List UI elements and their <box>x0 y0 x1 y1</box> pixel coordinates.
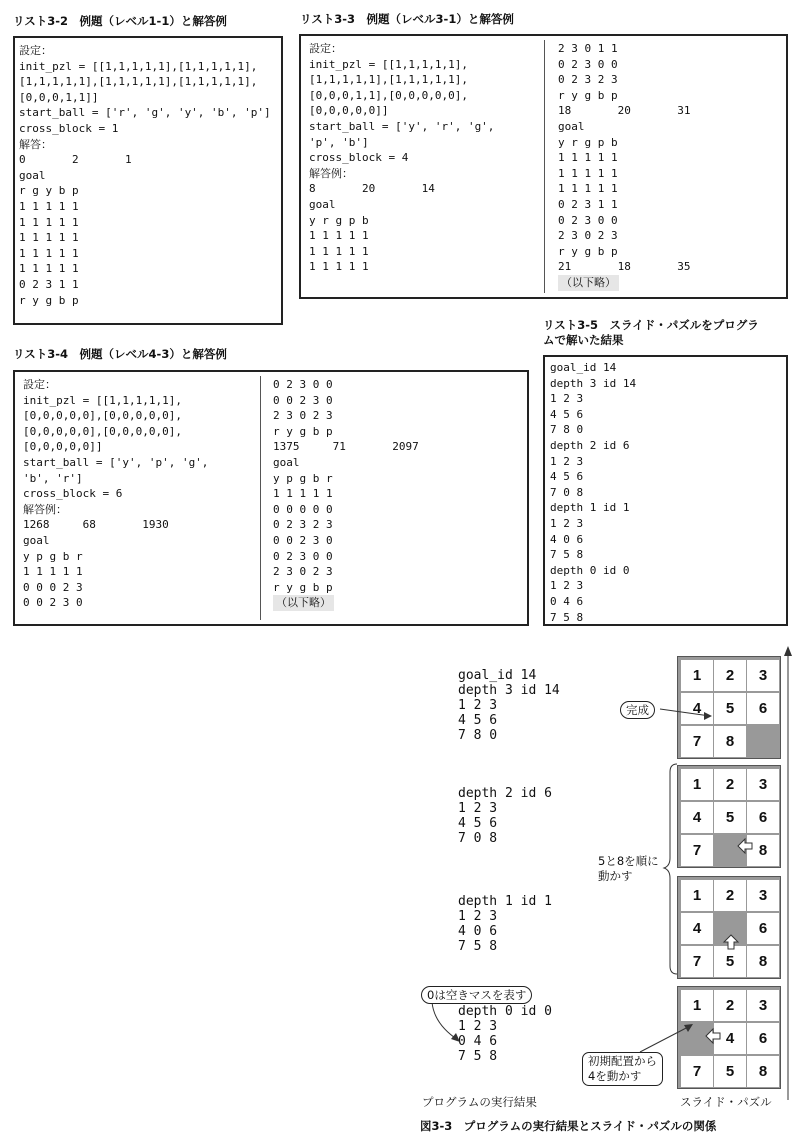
code-line: 1 1 1 1 1 <box>19 215 79 229</box>
code-line: 0 2 3 1 1 <box>558 197 618 211</box>
code-line: 1 1 1 1 1 <box>558 182 618 196</box>
code-line: 'b', 'r'] <box>23 471 83 485</box>
code-line: [0,0,0,0,0],[0,0,0,0,0], <box>23 424 182 438</box>
code-line: 2 3 0 2 3 <box>558 229 618 243</box>
code-line: 8 20 14 <box>309 182 435 196</box>
output-line: 7 0 8 <box>458 831 498 846</box>
code-line: goal_id 14 <box>550 361 617 374</box>
code-line: 1 1 1 1 1 <box>23 565 83 579</box>
code-line: [1,1,1,1,1],[1,1,1,1,1],[1,1,1,1,1], <box>19 75 258 89</box>
output-line: 1 2 3 <box>458 698 498 713</box>
code-line: y p g b r <box>273 471 333 485</box>
output-line: goal_id 14 <box>458 668 537 683</box>
code-line: 1 1 1 1 1 <box>558 166 618 180</box>
code-line: goal <box>309 197 336 211</box>
code-line: 1375 71 2097 <box>273 440 419 454</box>
puzzle-cell: 8 <box>747 946 779 977</box>
callout-zero-empty: 0は空きマスを表す <box>421 986 532 1004</box>
code-line: 21 18 35 <box>558 260 691 274</box>
puzzle-cell: 5 <box>714 946 746 977</box>
code-line: r g y b p <box>19 184 79 198</box>
output-line: 4 0 6 <box>458 924 498 939</box>
code-line: 7 5 8 <box>550 548 584 562</box>
code-line: init_pzl = [[1,1,1,1,1], <box>309 57 468 71</box>
output-line: 4 5 6 <box>458 816 498 831</box>
code-line: init_pzl = [[1,1,1,1,1],[1,1,1,1,1], <box>19 59 258 73</box>
listing-3-4-caption: リスト3-4 例題（レベル4-3）と解答例 <box>13 347 227 361</box>
callout-initial-line2: 4を動かす <box>588 1069 642 1083</box>
code-line: 7 5 8 <box>550 610 584 624</box>
code-line: init_pzl = [[1,1,1,1,1], <box>23 393 182 407</box>
code-line: 0 0 2 3 0 <box>273 533 333 547</box>
code-line: 1 1 1 1 1 <box>19 262 79 276</box>
output-line: 1 2 3 <box>458 1019 498 1034</box>
code-line: 0 0 2 3 0 <box>273 393 333 407</box>
puzzle-cell: 3 <box>747 990 779 1021</box>
output-line: 7 5 8 <box>458 939 498 954</box>
code-line: goal <box>23 533 50 547</box>
puzzle-cell: 1 <box>681 880 713 911</box>
zero-pointer-line <box>432 1002 458 1040</box>
code-line: [1,1,1,1,1],[1,1,1,1,1], <box>309 73 468 87</box>
code-line: cross_block = 6 <box>23 487 123 501</box>
code-line: start_ball = ['y', 'p', 'g', <box>23 455 209 469</box>
output-line: depth 2 id 6 <box>458 786 552 801</box>
code-line: 0 2 3 0 0 <box>558 213 618 227</box>
time-axis-arrowhead <box>784 646 792 656</box>
puzzle-cell: 4 <box>714 1023 746 1054</box>
code-line: 1268 68 1930 <box>23 518 169 532</box>
move-5-arrow-icon <box>724 935 738 949</box>
code-line: 設定： <box>23 378 56 391</box>
code-line: 'p', 'b'] <box>309 135 369 149</box>
puzzle-cell: 8 <box>747 835 779 866</box>
output-line: 1 2 3 <box>458 801 498 816</box>
label-slide-puzzle: スライド・パズル <box>680 1095 772 1109</box>
code-line: [0,0,0,1,1],[0,0,0,0,0], <box>309 88 468 102</box>
puzzle-cell: 7 <box>681 1056 713 1087</box>
output-line: 7 8 0 <box>458 728 498 743</box>
code-line: 1 1 1 1 1 <box>558 151 618 165</box>
code-line: 0 2 3 0 0 <box>273 549 333 563</box>
puzzle-cell: 1 <box>681 990 713 1021</box>
puzzle-cell: 5 <box>714 1056 746 1087</box>
puzzle-cell: 2 <box>714 880 746 911</box>
move-4-arrow-icon <box>706 1029 720 1043</box>
code-line: 7 8 0 <box>550 423 584 437</box>
code-line: 4 5 6 <box>550 470 584 484</box>
code-line: [0,0,0,0,0]] <box>309 104 389 118</box>
code-line: 0 2 1 <box>19 153 132 167</box>
output-line: depth 1 id 1 <box>458 894 552 909</box>
figure-3-3-caption: 図3-3 プログラムの実行結果とスライド・パズルの関係 <box>420 1119 717 1133</box>
puzzle-cell: 6 <box>747 802 779 833</box>
code-line: 0 0 2 3 0 <box>23 596 83 610</box>
output-line: 4 5 6 <box>458 713 498 728</box>
move-8-arrow-icon <box>738 839 752 853</box>
puzzle-cell: 2 <box>714 990 746 1021</box>
code-line: 1 1 1 1 1 <box>273 487 333 501</box>
code-line: r y g b p <box>19 293 79 307</box>
code-line: 0 2 3 0 0 <box>558 57 618 71</box>
label-program-output: プログラムの実行結果 <box>422 1095 537 1109</box>
puzzle-cell: 1 <box>681 660 713 691</box>
code-line: 7 0 8 <box>550 485 584 499</box>
puzzle-cell: 4 <box>681 693 713 724</box>
omitted-note: （以下略） <box>273 595 334 611</box>
code-line: 2 3 0 2 3 <box>273 409 333 423</box>
code-line: 1 1 1 1 1 <box>309 229 369 243</box>
puzzle-cell: 7 <box>681 946 713 977</box>
puzzle-cell: 2 <box>714 769 746 800</box>
puzzle-cell: 7 <box>681 726 713 757</box>
code-line: depth 3 id 14 <box>550 376 637 390</box>
puzzle-cell: 5 <box>714 693 746 724</box>
code-line: 2 3 0 1 1 <box>558 42 618 55</box>
code-line: 解答例： <box>309 166 353 180</box>
puzzle-cell: 3 <box>747 880 779 911</box>
code-line: 1 1 1 1 1 <box>19 246 79 260</box>
code-line: 1 2 3 <box>550 579 584 593</box>
listing-3-2-caption: リスト3-2 例題（レベル1-1）と解答例 <box>13 14 227 28</box>
puzzle-cell: 6 <box>747 913 779 944</box>
code-line: 1 1 1 1 1 <box>309 260 369 274</box>
output-line: 7 5 8 <box>458 1049 498 1064</box>
omitted-note: （以下略） <box>558 275 619 291</box>
puzzle-cell: 4 <box>681 913 713 944</box>
puzzle-cell: 8 <box>714 726 746 757</box>
code-line: depth 1 id 1 <box>550 501 630 515</box>
code-line: r y g b p <box>558 88 618 102</box>
code-line: r y g b p <box>558 244 618 258</box>
callout-move-58-line2: 動かす <box>598 869 633 883</box>
code-line: 4 0 6 <box>550 532 584 546</box>
listing-3-5-caption-line2: ムで解いた結果 <box>543 333 624 347</box>
code-line: 0 2 3 0 0 <box>273 378 333 391</box>
puzzle-cell: 1 <box>681 769 713 800</box>
code-line: cross_block = 1 <box>19 121 119 135</box>
listing-3-3-caption: リスト3-3 例題（レベル3-1）と解答例 <box>300 12 514 26</box>
code-line: 1 1 1 1 1 <box>309 244 369 258</box>
puzzle-cell: 2 <box>714 660 746 691</box>
puzzle-cell: 3 <box>747 660 779 691</box>
puzzle-cell: 3 <box>747 769 779 800</box>
puzzle-cell: 6 <box>747 1023 779 1054</box>
code-line: 0 0 0 0 0 <box>273 502 333 516</box>
code-line: [0,0,0,0,0],[0,0,0,0,0], <box>23 409 182 423</box>
code-line: y p g b r <box>23 549 83 563</box>
puzzle-cell: 7 <box>681 835 713 866</box>
puzzle-cell: 6 <box>747 693 779 724</box>
initial-pointer-line <box>640 1026 690 1052</box>
callout-complete: 完成 <box>620 701 655 719</box>
code-line: goal <box>558 119 585 133</box>
callout-initial-line1: 初期配置から <box>588 1054 657 1068</box>
code-line: y r g p b <box>309 213 369 227</box>
listing-3-5-caption-line1: リスト3-5 スライド・パズルをプログラ <box>543 318 759 332</box>
complete-pointer-line <box>660 709 710 716</box>
code-line: depth 2 id 6 <box>550 438 630 452</box>
code-line: 設定： <box>19 44 52 57</box>
code-line: 解答例： <box>23 502 67 516</box>
code-line: goal <box>19 168 46 182</box>
callout-move-58-line1: 5と8を順に <box>598 854 659 868</box>
zero-pointer-arrowhead <box>451 1033 460 1042</box>
code-line: 0 2 3 2 3 <box>558 73 618 87</box>
code-line: [0,0,0,1,1]] <box>19 90 99 104</box>
output-line: 1 2 3 <box>458 909 498 924</box>
code-line: start_ball = ['r', 'g', 'y', 'b', 'p'] <box>19 106 271 120</box>
move-bracket <box>664 764 677 974</box>
code-line: 1 2 3 <box>550 454 584 468</box>
code-line: 設定： <box>309 42 342 55</box>
code-line: 0 4 6 <box>550 594 584 608</box>
code-line: 1 2 3 <box>550 516 584 530</box>
code-line: y r g p b <box>558 135 618 149</box>
code-line: depth 0 id 0 <box>550 563 630 577</box>
code-line: 4 5 6 <box>550 407 584 421</box>
puzzle-cell: 4 <box>681 802 713 833</box>
output-line: 0 4 6 <box>458 1034 498 1049</box>
code-line: [0,0,0,0,0]] <box>23 440 103 454</box>
code-line: 1 1 1 1 1 <box>19 199 79 213</box>
code-line: 1 2 3 <box>550 392 584 406</box>
code-line: 0 2 3 2 3 <box>273 518 333 532</box>
code-line: cross_block = 4 <box>309 151 409 165</box>
code-line: goal <box>273 455 300 469</box>
puzzle-cell: 5 <box>714 802 746 833</box>
code-line: start_ball = ['y', 'r', 'g', <box>309 119 495 133</box>
callout-initial-move-4 <box>582 1052 663 1086</box>
puzzle-cell: 8 <box>747 1056 779 1087</box>
code-line: r y g b p <box>273 424 333 438</box>
code-line: 0 0 0 2 3 <box>23 580 83 594</box>
code-line: 18 20 31 <box>558 104 691 118</box>
code-line: r y g b p <box>273 580 333 594</box>
code-line: 2 3 0 2 3 <box>273 565 333 579</box>
code-line: 解答： <box>19 137 52 151</box>
output-line: depth 0 id 0 <box>458 1004 552 1019</box>
output-line: depth 3 id 14 <box>458 683 560 698</box>
complete-pointer-arrowhead <box>704 712 712 720</box>
code-line: 1 1 1 1 1 <box>19 231 79 245</box>
code-line: 0 2 3 1 1 <box>19 277 79 291</box>
